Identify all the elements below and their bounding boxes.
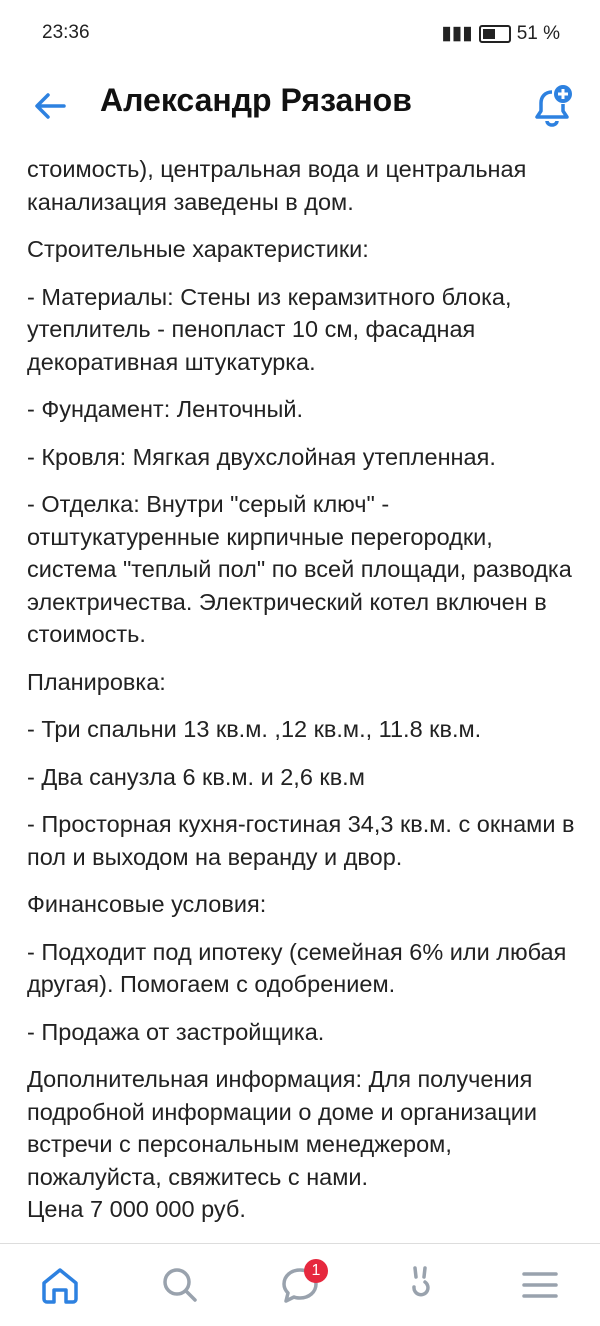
post-paragraph	[27, 666, 580, 699]
post-paragraph	[27, 488, 580, 651]
subscribe-button[interactable]	[526, 82, 576, 132]
home-icon	[38, 1263, 82, 1307]
post-paragraph	[27, 1063, 580, 1226]
clips-icon	[398, 1263, 442, 1307]
post-line: - Просторная кухня-гостиная 34,3 кв.м. с окнами в пол и выходом на веранду и двор.	[27, 811, 575, 870]
bell-plus-icon	[526, 82, 576, 132]
status-bar	[0, 0, 600, 66]
post-paragraph	[27, 761, 580, 794]
post-line: - Фундамент: Ленточный.	[27, 396, 304, 422]
post-line: Планировка:	[27, 668, 166, 695]
post-line: - Отделка: Внутри "серый ключ" - отштукатуренные кирпичные перегородки, система "теплый пол" по всей площади, разводка электричества. Электрический котел включен в стоимость.	[27, 491, 572, 647]
back-button[interactable]	[30, 86, 70, 126]
post-line: Дополнительная информация: Для получения подробной информации о доме и организации встречи с персональным менеджером, пожалуйста, свяжитесь с нами.	[27, 1066, 538, 1190]
nav-messages[interactable]	[270, 1255, 330, 1315]
battery-level: 51 %	[516, 22, 560, 44]
post-paragraph	[27, 441, 580, 474]
post-line: - Два санузла 6 кв.м. и 2,6 кв.м	[27, 763, 365, 790]
search-icon	[158, 1263, 202, 1307]
nav-menu[interactable]	[510, 1255, 570, 1315]
post-paragraph	[27, 808, 580, 873]
messages-badge: 1	[304, 1259, 328, 1283]
post-line: Финансовые условия:	[27, 891, 267, 917]
nav-search[interactable]	[150, 1255, 210, 1315]
post-line: - Материалы: Стены из керамзитного блока, утеплитель - пенопласт 10 см, фасадная декоративная штукатурка.	[27, 283, 512, 375]
status-icons	[441, 22, 560, 45]
post-line: - Подходит под ипотеку (семейная 6% или любая другая). Помогаем с одобрением.	[27, 938, 567, 997]
post-paragraph	[27, 153, 580, 218]
post-paragraph	[27, 888, 580, 921]
nav-clips[interactable]	[390, 1255, 450, 1315]
post-line: Строительные характеристики:	[27, 236, 369, 262]
status-time: 23:36	[42, 22, 90, 43]
post-paragraph	[27, 1016, 580, 1049]
post-paragraph	[27, 281, 580, 379]
header	[0, 66, 600, 144]
post-line: - Продажа от застройщика.	[27, 1018, 325, 1045]
post-content	[0, 144, 600, 1244]
post-line: - Три спальни 13 кв.м. ,12 кв.м., 11.8 кв.м.	[27, 716, 482, 742]
post-paragraph	[27, 936, 580, 1001]
post-text	[27, 153, 580, 1241]
signal-icon: ▮▮▮	[441, 23, 473, 44]
post-paragraph	[27, 393, 580, 426]
nav-home[interactable]	[30, 1255, 90, 1315]
post-paragraph	[27, 713, 580, 746]
bottom-nav	[0, 1243, 600, 1326]
post-line: - Кровля: Мягкая двухслойная утепленная.	[27, 443, 496, 470]
page-title: Александр Рязанов	[100, 82, 412, 118]
post-paragraph	[27, 233, 580, 266]
battery-icon	[479, 25, 511, 43]
post-line: Цена 7 000 000 руб.	[27, 1196, 246, 1222]
menu-icon	[518, 1263, 562, 1307]
arrow-left-icon	[30, 86, 70, 126]
post-line: стоимость), центральная вода и центральная канализация заведены в дом.	[27, 156, 527, 215]
